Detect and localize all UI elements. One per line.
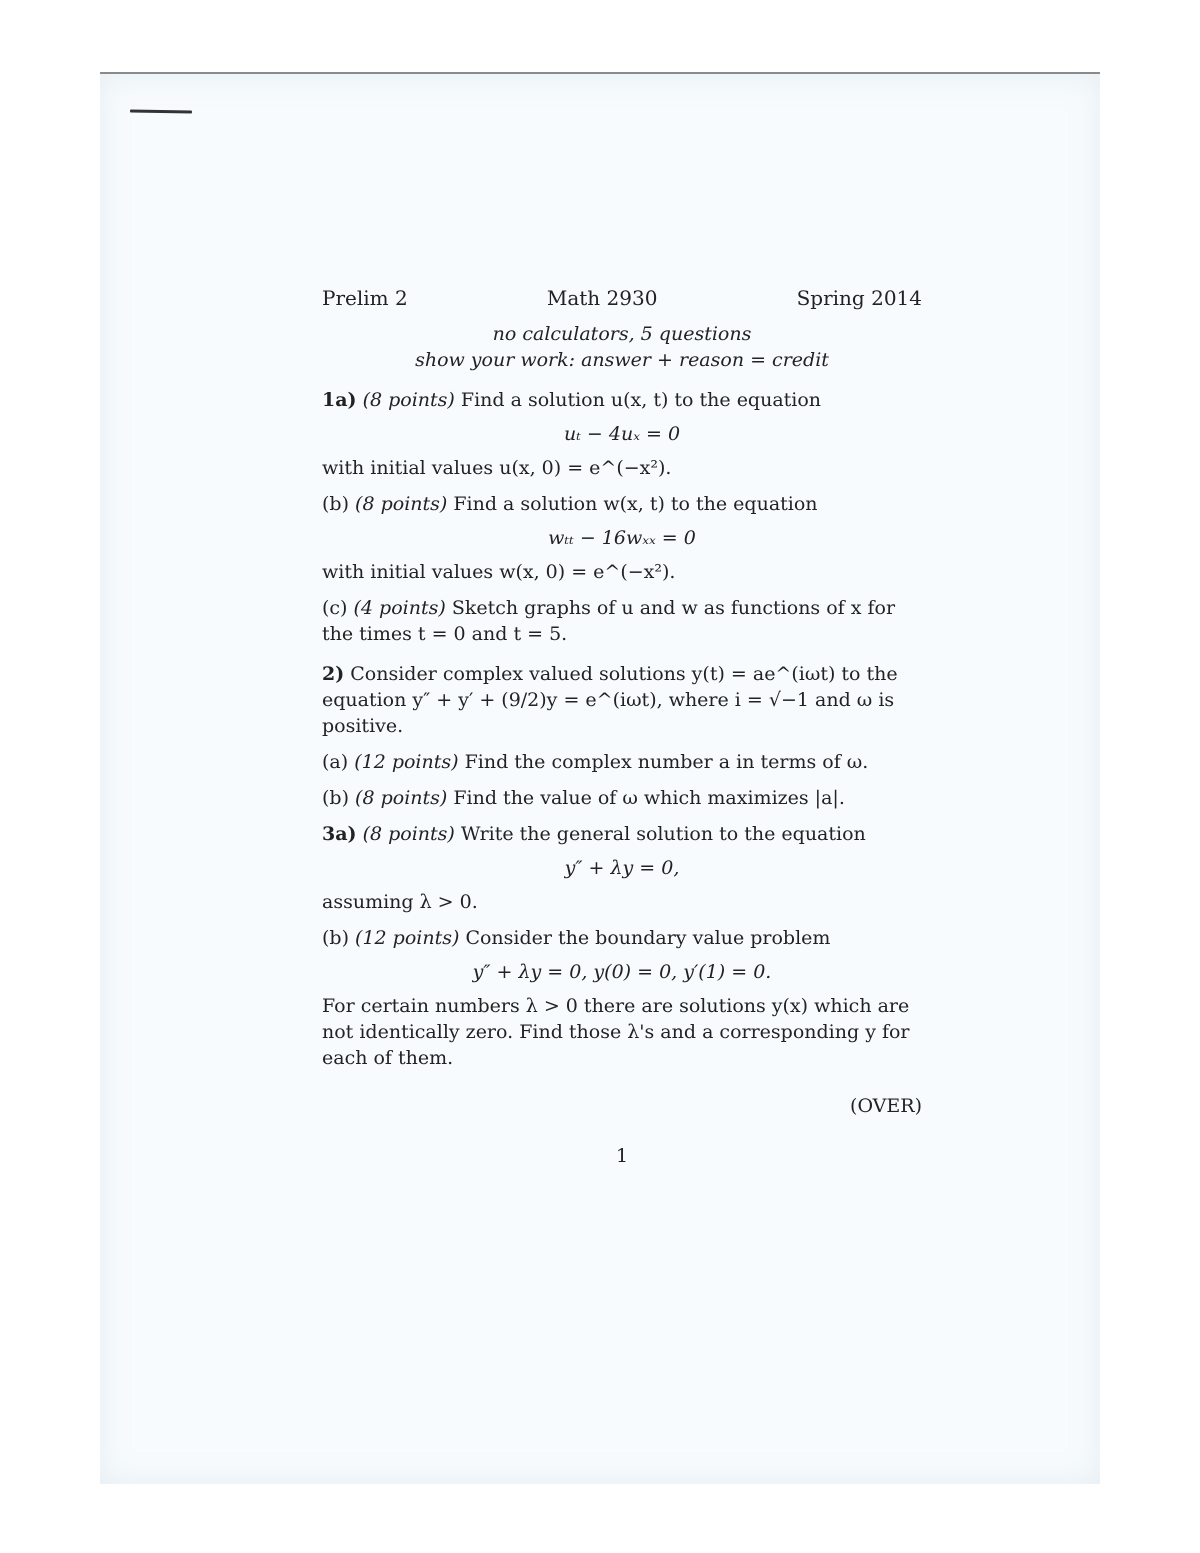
exam-title: Prelim 2	[322, 286, 408, 310]
q1c-points: (4 points)	[353, 597, 446, 619]
q1a-equation: uₜ − 4uₓ = 0	[563, 423, 681, 445]
question-2a	[322, 749, 922, 775]
q3a-label: 3a)	[322, 823, 357, 845]
course-name: Math 2930	[546, 286, 658, 310]
q1b-points: (8 points)	[355, 493, 448, 515]
q2a-points: (12 points)	[354, 751, 459, 773]
q3a-assumption: assuming λ > 0.	[322, 891, 478, 913]
question-3b	[322, 925, 922, 951]
q2b-text: Find the value of ω which maximizes |a|.	[453, 787, 845, 809]
q2a-label: (a)	[322, 751, 349, 773]
question-1a	[322, 387, 922, 413]
question-1b	[322, 491, 922, 517]
term: Spring 2014	[796, 286, 922, 310]
q2-text: Consider complex valued solutions y(t) = ae^(iωt) to the equation y″ + y′ + (9/2)y = e^(iωt), where i = √−1 and ω is positive.	[322, 663, 898, 737]
q2b-label: (b)	[322, 787, 349, 809]
exam-page	[322, 285, 922, 1169]
q2a-text: Find the complex number a in terms of ω.	[464, 751, 869, 773]
question-3a	[322, 821, 922, 847]
q1a-points: (8 points)	[362, 389, 455, 411]
q1b-initial: with initial values w(x, 0) = e^(−x²).	[322, 561, 676, 583]
q3a-equation: y″ + λy = 0,	[564, 857, 680, 879]
q2-label: 2)	[322, 663, 345, 685]
q1c-label: (c)	[322, 597, 348, 619]
instructions-line-1: no calculators, 5 questions	[492, 323, 752, 345]
q1a-initial: with initial values u(x, 0) = e^(−x²).	[322, 457, 672, 479]
q1c-text: Sketch graphs of u and w as functions of x for the times t = 0 and t = 5.	[322, 597, 896, 645]
q1b-equation: wₜₜ − 16wₓₓ = 0	[548, 527, 696, 549]
q2b-points: (8 points)	[355, 787, 448, 809]
q3b-label: (b)	[322, 927, 349, 949]
q1a-label: 1a)	[322, 389, 357, 411]
q1a-text: Find a solution u(x, t) to the equation	[460, 389, 822, 411]
question-2b	[322, 785, 922, 811]
q3b-points: (12 points)	[355, 927, 460, 949]
question-2	[322, 661, 922, 739]
q3b-equation: y″ + λy = 0, y(0) = 0, y′(1) = 0.	[472, 961, 772, 983]
page-number: 1	[615, 1145, 629, 1167]
q1b-text: Find a solution w(x, t) to the equation	[453, 493, 818, 515]
instructions-line-2: show your work: answer + reason = credit	[415, 349, 829, 371]
exam-header	[322, 285, 922, 311]
q3b-followup: For certain numbers λ > 0 there are solutions y(x) which are not identically zero. Find those λ's and a corresponding y for each of them.	[322, 995, 910, 1069]
q1b-label: (b)	[322, 493, 349, 515]
q3a-text: Write the general solution to the equation	[460, 823, 866, 845]
q3b-text: Consider the boundary value problem	[465, 927, 831, 949]
q3a-points: (8 points)	[362, 823, 455, 845]
over-note: (OVER)	[850, 1095, 922, 1117]
question-1c	[322, 595, 922, 647]
